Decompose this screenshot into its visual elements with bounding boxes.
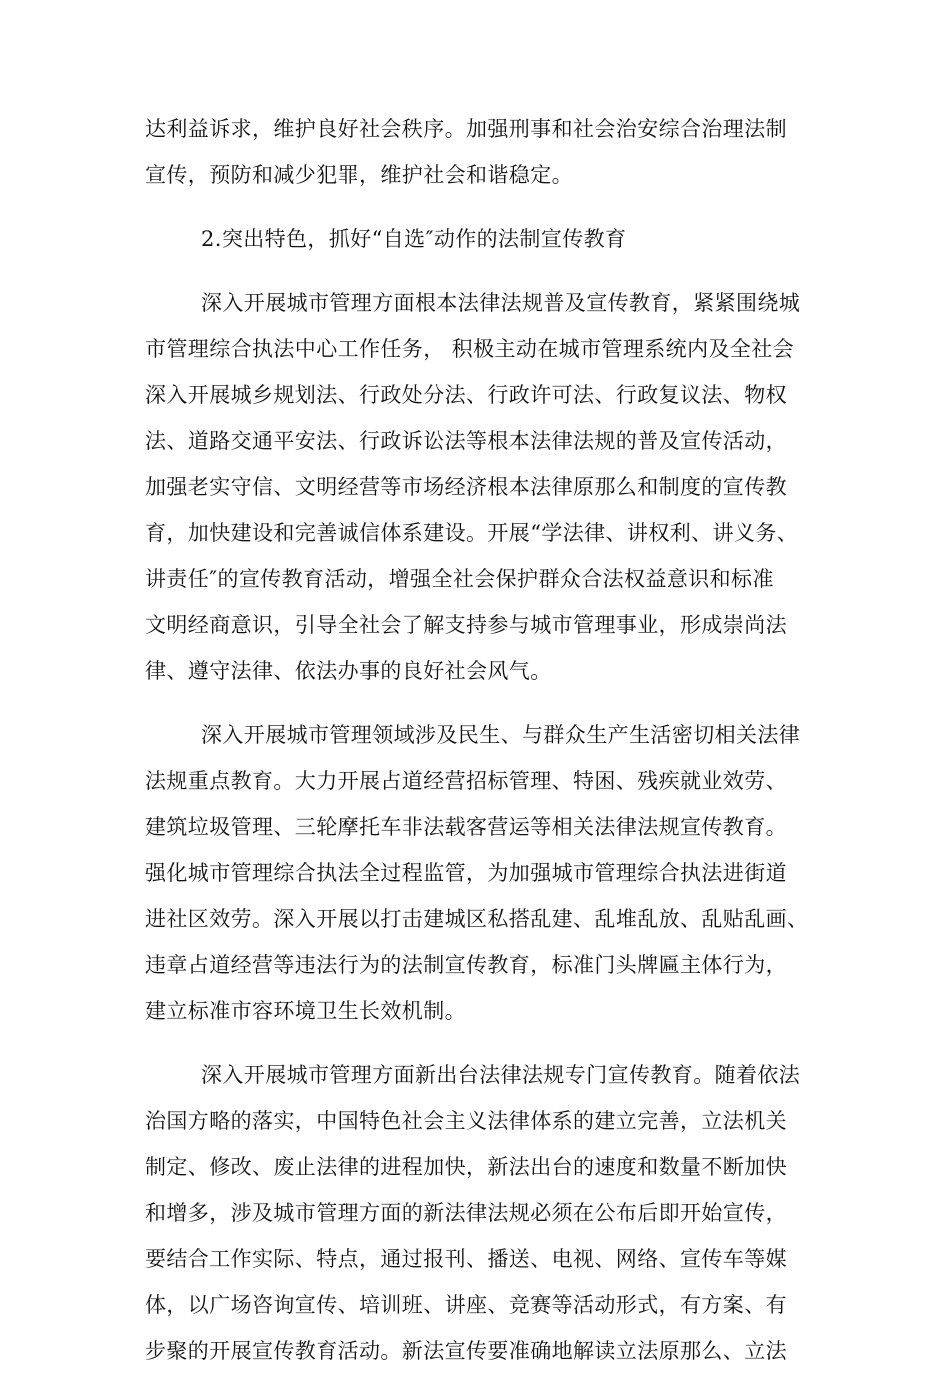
text-line: 深入开展城市管理领域涉及民生、与群众生产生活密切相关法律 [201,723,801,747]
text-line: 深入开展城乡规划法、行政处分法、行政许可法、行政复议法、物权 [145,383,787,407]
text-line: 加强老实守信、文明经营等市场经济根本法律原那么和制度的宣传教 [145,475,787,499]
document-page [145,106,809,1374]
text-line: 律、遵守法律、依法办事的良好社会风气。 [145,659,552,683]
text-line: 进社区效劳。深入开展以打击建城区私搭乱建、乱堆乱放、乱贴乱画、 [145,907,809,931]
text-line: 建立标准市容环境卫生长效机制。 [145,999,466,1023]
paragraph-continuation [145,106,805,198]
text-line: 体，以广场咨询宣传、培训班、讲座、竞赛等活动形式，有方案、有 [145,1293,787,1317]
text-line: 治国方略的落实，中国特色社会主义法律体系的建立完善，立法机关 [145,1109,787,1133]
text-line: 和增多，涉及城市管理方面的新法律法规必须在公布后即开始宣传， [145,1201,787,1225]
text-line: 步聚的开展宣传教育活动。新法宣传要准确地解读立法原那么、立法 [145,1339,787,1363]
paragraph-livelihood [145,712,809,1034]
heading-line: 2.突出特色，抓好“自选″动作的法制宣传教育 [201,227,627,251]
paragraph-gap [145,1034,805,1052]
paragraph-basic-laws [145,280,805,694]
text-line: 文明经商意识，引导全社会了解支持参与城市管理事业，形成崇尚法 [145,613,787,637]
text-line: 深入开展城市管理方面根本法律法规普及宣传教育，紧紧围绕城 [201,291,801,315]
text-line: 违章占道经营等违法行为的法制宣传教育，标准门头牌匾主体行为， [145,953,787,977]
text-line: 法规重点教育。大力开展占道经营招标管理、特困、残疾就业效劳、 [145,769,787,793]
section-heading [145,216,805,262]
paragraph-new-laws [145,1052,805,1374]
text-line: 市管理综合执法中心工作任务， 积极主动在城市管理系统内及全社会 [145,337,795,361]
text-line: 要结合工作实际、特点，通过报刊、播送、电视、网络、宣传车等媒 [145,1247,787,1271]
text-line: 制定、修改、废止法律的进程加快，新法出台的速度和数量不断加快 [145,1155,787,1179]
text-line: 建筑垃圾管理、三轮摩托车非法载客营运等相关法律法规宣传教育。 [145,815,787,839]
text-line: 达利益诉求，维护良好社会秩序。加强刑事和社会治安综合治理法制 [145,117,787,141]
text-line: 法、道路交通平安法、行政诉讼法等根本法律法规的普及宣传活动， [145,429,787,453]
paragraph-gap [145,262,805,280]
paragraph-gap [145,694,805,712]
text-line: 深入开展城市管理方面新出台法律法规专门宣传教育。随着依法 [201,1063,801,1087]
text-line: 讲责任″的宣传教育活动，增强全社会保护群众合法权益意识和标准 [145,567,774,591]
text-line: 育，加快建设和完善诚信体系建设。开展“学法律、讲权利、讲义务、 [145,521,799,545]
text-line: 强化城市管理综合执法全过程监管，为加强城市管理综合执法进街道 [145,861,787,885]
paragraph-gap [145,198,805,216]
text-line: 宣传，预防和减少犯罪，维护社会和谐稳定。 [145,163,573,187]
